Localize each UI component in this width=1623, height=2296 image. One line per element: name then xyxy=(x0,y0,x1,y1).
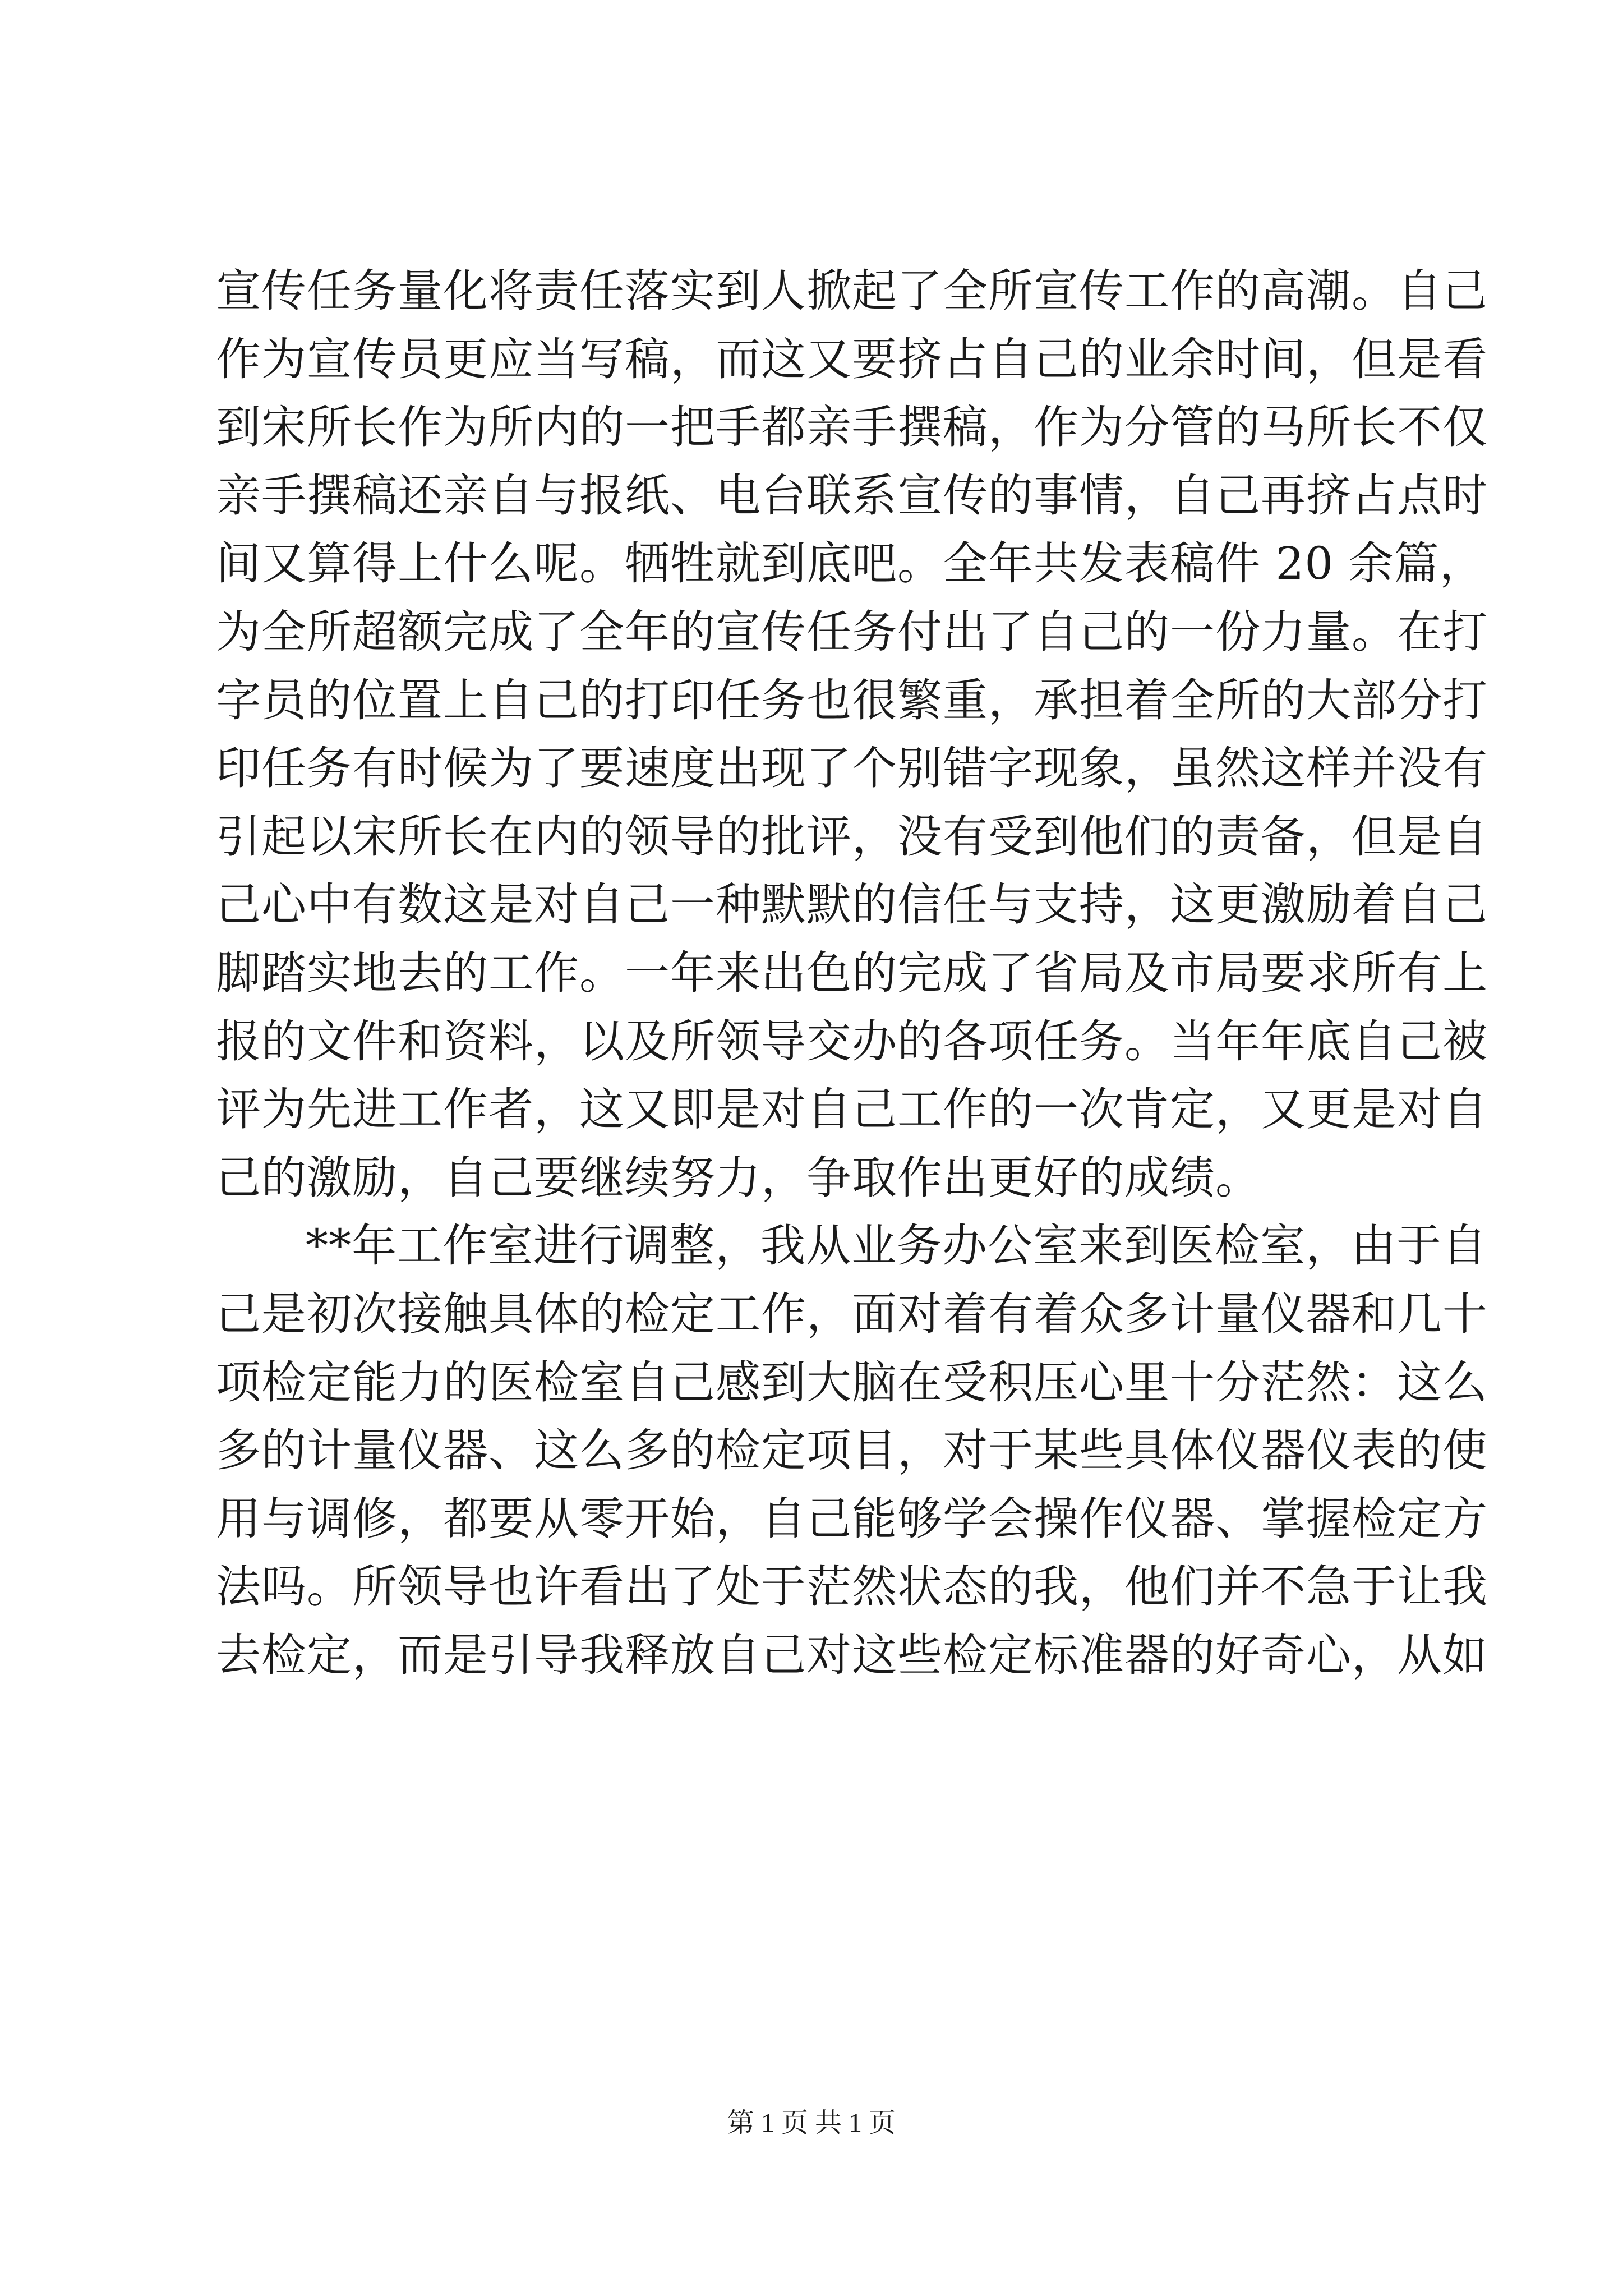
text-line: 评为先进工作者，这又即是对自己工作的一次肯定，又更是对自 xyxy=(216,1083,1488,1136)
text-line: 去检定，而是引导我释放自己对这些检定标准器的好奇心，从如 xyxy=(216,1628,1488,1681)
text-line: 己心中有数这是对自己一种默默的信任与支持，这更激励着自己 xyxy=(216,878,1488,931)
text-line: 间又算得上什么呢。牺牲就到底吧。全年共发表稿件 20 余篇， xyxy=(216,537,1485,590)
text-line: 宣传任务量化将责任落实到人掀起了全所宣传工作的高潮。自己 xyxy=(216,265,1488,317)
text-line: 为全所超额完成了全年的宣传任务付出了自己的一份力量。在打 xyxy=(216,605,1488,658)
text-line: 字员的位置上自己的打印任务也很繁重，承担着全所的大部分打 xyxy=(216,674,1488,726)
text-line: 己的激励，自己要继续努力，争取作出更好的成绩。 xyxy=(216,1151,1261,1204)
text-line: **年工作室进行调整，我从业务办公室来到医检室，由于自 xyxy=(306,1220,1487,1272)
text-line: 作为宣传员更应当写稿，而这又要挤占自己的业余时间，但是看 xyxy=(216,333,1488,385)
text-line: 引起以宋所长在内的领导的批评，没有受到他们的责备，但是自 xyxy=(216,810,1488,863)
text-line: 亲手撰稿还亲自与报纸、电台联系宣传的事情，自己再挤占点时 xyxy=(216,469,1488,522)
paragraph xyxy=(216,257,1488,1212)
text-line: 法吗。所领导也许看出了处于茫然状态的我，他们并不急于让我 xyxy=(216,1561,1488,1613)
text-line: 脚踏实地去的工作。一年来出色的完成了省局及市局要求所有上 xyxy=(216,946,1488,999)
paragraph xyxy=(216,1212,1488,1689)
text-line: 多的计量仪器、这么多的检定项目，对于某些具体仪器仪表的使 xyxy=(216,1424,1488,1477)
text-line: 己是初次接触具体的检定工作，面对着有着众多计量仪器和几十 xyxy=(216,1287,1488,1340)
body-text xyxy=(216,257,1488,1689)
text-line: 印任务有时候为了要速度出现了个别错字现象，虽然这样并没有 xyxy=(216,742,1488,795)
page-number: 第 1 页 共 1 页 xyxy=(727,2108,896,2138)
text-line: 项检定能力的医检室自己感到大脑在受积压心里十分茫然：这么 xyxy=(216,1356,1488,1409)
text-line: 用与调修，都要从零开始，自己能够学会操作仪器、掌握检定方 xyxy=(216,1492,1488,1545)
text-line: 报的文件和资料，以及所领导交办的各项任务。当年年底自己被 xyxy=(216,1015,1488,1068)
text-line: 到宋所长作为所内的一把手都亲手撰稿，作为分管的马所长不仅 xyxy=(216,401,1488,454)
page-footer xyxy=(0,2101,1623,2139)
